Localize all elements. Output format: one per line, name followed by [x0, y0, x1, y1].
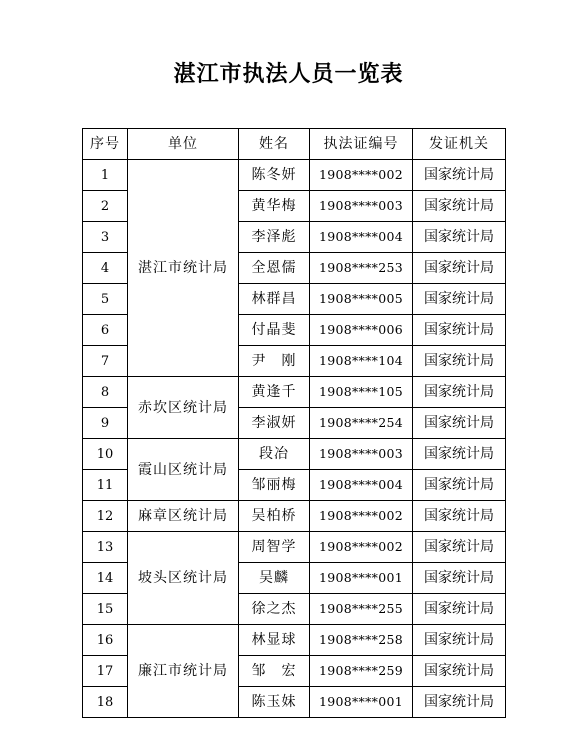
cell-index: 15: [83, 594, 128, 625]
cell-issuer: 国家统计局: [413, 594, 506, 625]
cell-issuer: 国家统计局: [413, 687, 506, 718]
cell-name: 陈冬妍: [239, 160, 310, 191]
cell-index: 17: [83, 656, 128, 687]
header-unit: 单位: [128, 129, 239, 160]
cell-issuer: 国家统计局: [413, 315, 506, 346]
cell-index: 8: [83, 377, 128, 408]
cell-name: 尹 刚: [239, 346, 310, 377]
cell-index: 9: [83, 408, 128, 439]
cell-cert-number: 1908****255: [310, 594, 413, 625]
cell-index: 3: [83, 222, 128, 253]
cell-name: 周智学: [239, 532, 310, 563]
cell-cert-number: 1908****258: [310, 625, 413, 656]
cell-name: 黄逢千: [239, 377, 310, 408]
cell-unit: 湛江市统计局: [128, 160, 239, 377]
cell-name: 李淑妍: [239, 408, 310, 439]
cell-issuer: 国家统计局: [413, 222, 506, 253]
table-row: [83, 625, 506, 656]
cell-name: 陈玉妹: [239, 687, 310, 718]
cell-cert-number: 1908****003: [310, 191, 413, 222]
cell-index: 16: [83, 625, 128, 656]
cell-issuer: 国家统计局: [413, 377, 506, 408]
cell-cert-number: 1908****002: [310, 160, 413, 191]
cell-index: 2: [83, 191, 128, 222]
header-name: 姓名: [239, 129, 310, 160]
cell-issuer: 国家统计局: [413, 346, 506, 377]
cell-issuer: 国家统计局: [413, 191, 506, 222]
table-row: [83, 501, 506, 532]
table-row: [83, 377, 506, 408]
cell-issuer: 国家统计局: [413, 439, 506, 470]
cell-unit: 坡头区统计局: [128, 532, 239, 625]
cell-issuer: 国家统计局: [413, 501, 506, 532]
cell-cert-number: 1908****004: [310, 470, 413, 501]
cell-name: 段冶: [239, 439, 310, 470]
cell-issuer: 国家统计局: [413, 284, 506, 315]
cell-issuer: 国家统计局: [413, 253, 506, 284]
cell-name: 吴麟: [239, 563, 310, 594]
cell-cert-number: 1908****259: [310, 656, 413, 687]
cell-issuer: 国家统计局: [413, 160, 506, 191]
cell-issuer: 国家统计局: [413, 656, 506, 687]
header-index: 序号: [83, 129, 128, 160]
cell-unit: 霞山区统计局: [128, 439, 239, 501]
cell-cert-number: 1908****002: [310, 532, 413, 563]
cell-index: 10: [83, 439, 128, 470]
cell-unit: 麻章区统计局: [128, 501, 239, 532]
cell-cert-number: 1908****006: [310, 315, 413, 346]
cell-index: 12: [83, 501, 128, 532]
cell-index: 11: [83, 470, 128, 501]
cell-name: 黄华梅: [239, 191, 310, 222]
cell-cert-number: 1908****001: [310, 687, 413, 718]
cell-name: 全恩儒: [239, 253, 310, 284]
header-issuer: 发证机关: [413, 129, 506, 160]
cell-index: 18: [83, 687, 128, 718]
table-row: [83, 439, 506, 470]
cell-name: 邹 宏: [239, 656, 310, 687]
staff-table: [82, 128, 506, 718]
cell-cert-number: 1908****003: [310, 439, 413, 470]
cell-name: 邹丽梅: [239, 470, 310, 501]
cell-issuer: 国家统计局: [413, 408, 506, 439]
cell-cert-number: 1908****002: [310, 501, 413, 532]
cell-index: 4: [83, 253, 128, 284]
table-row: [83, 160, 506, 191]
table-header-row: [83, 129, 506, 160]
page-title: 湛江市执法人员一览表: [173, 62, 404, 87]
cell-name: 徐之杰: [239, 594, 310, 625]
cell-index: 13: [83, 532, 128, 563]
cell-issuer: 国家统计局: [413, 532, 506, 563]
cell-issuer: 国家统计局: [413, 470, 506, 501]
cell-name: 林群昌: [239, 284, 310, 315]
cell-cert-number: 1908****253: [310, 253, 413, 284]
cell-cert-number: 1908****004: [310, 222, 413, 253]
cell-index: 1: [83, 160, 128, 191]
cell-cert-number: 1908****001: [310, 563, 413, 594]
cell-index: 6: [83, 315, 128, 346]
cell-cert-number: 1908****104: [310, 346, 413, 377]
cell-index: 14: [83, 563, 128, 594]
cell-issuer: 国家统计局: [413, 625, 506, 656]
cell-name: 付晶斐: [239, 315, 310, 346]
cell-unit: 赤坎区统计局: [128, 377, 239, 439]
cell-cert-number: 1908****005: [310, 284, 413, 315]
cell-issuer: 国家统计局: [413, 563, 506, 594]
cell-name: 李泽彪: [239, 222, 310, 253]
cell-unit: 廉江市统计局: [128, 625, 239, 718]
cell-index: 5: [83, 284, 128, 315]
table-row: [83, 532, 506, 563]
cell-name: 吴柏桥: [239, 501, 310, 532]
cell-cert-number: 1908****105: [310, 377, 413, 408]
cell-cert-number: 1908****254: [310, 408, 413, 439]
cell-name: 林显球: [239, 625, 310, 656]
cell-index: 7: [83, 346, 128, 377]
table-body: [83, 160, 506, 718]
header-cert-number: 执法证编号: [310, 129, 413, 160]
